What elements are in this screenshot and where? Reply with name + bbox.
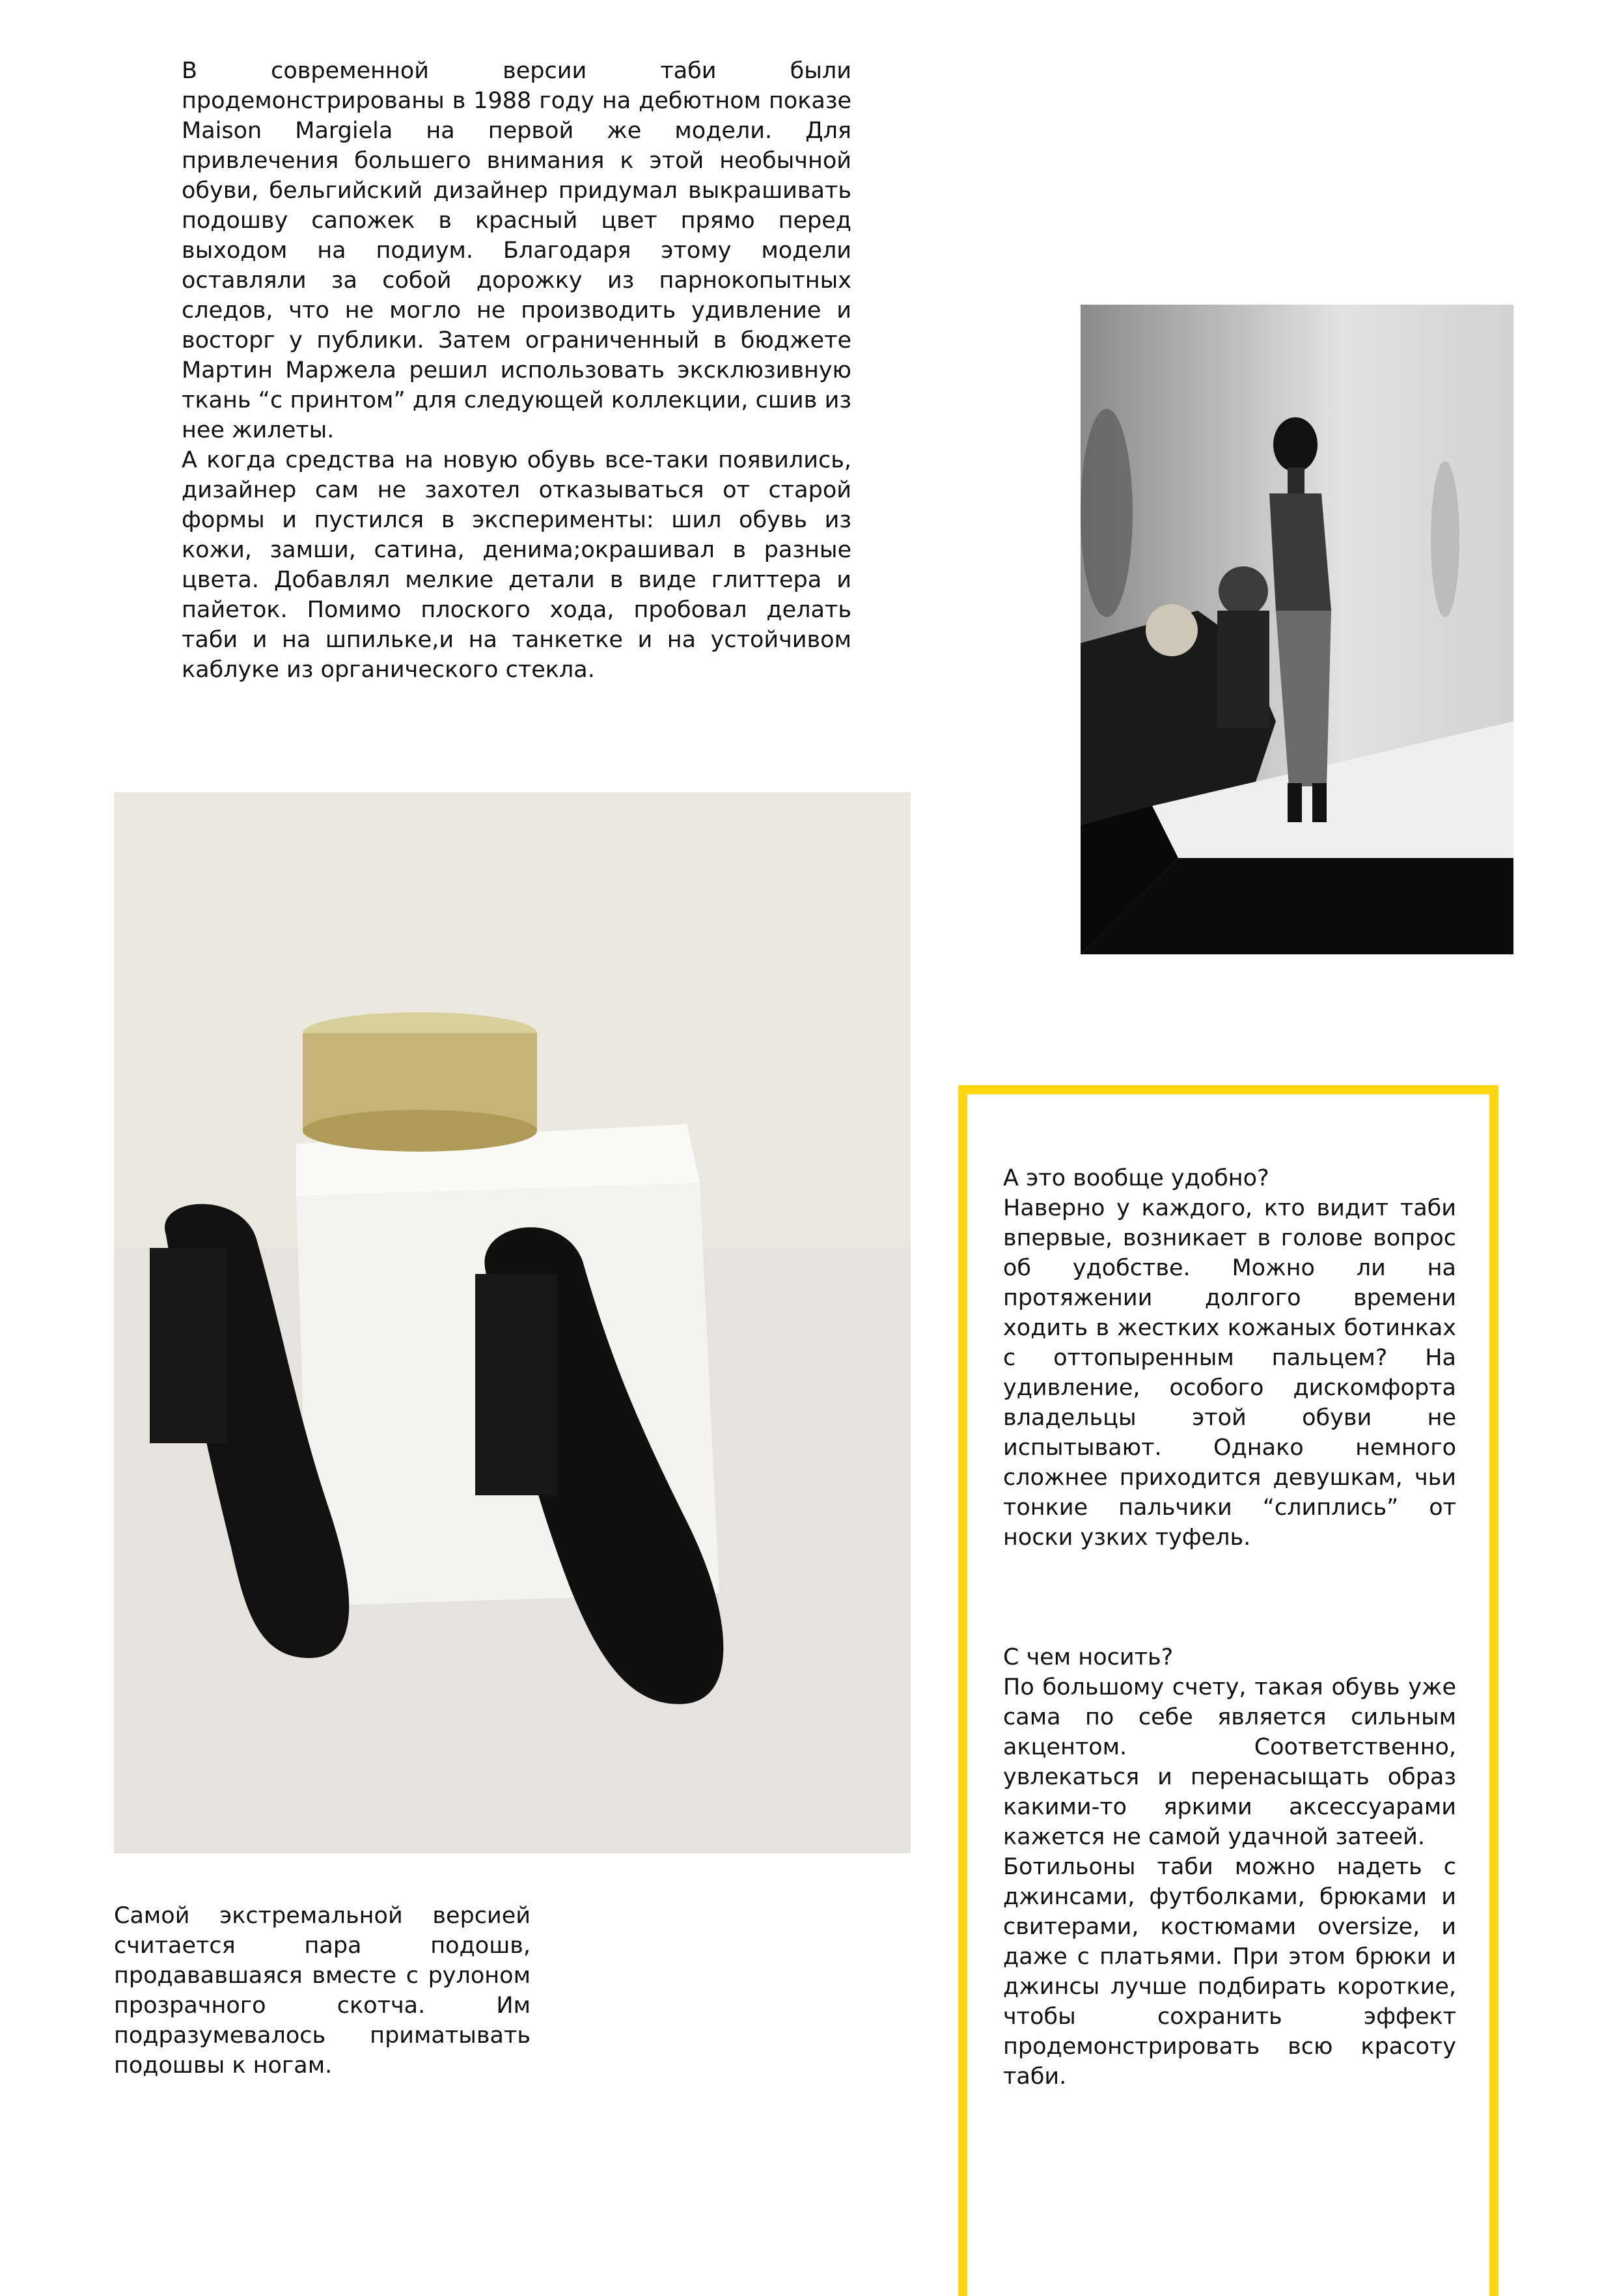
tabi-soles-photo: [114, 792, 911, 1853]
runway-show-photo: [1081, 305, 1513, 954]
styling-body-2: Ботильоны таби можно надеть с джинсами, футболками, брюками и свитерами, костюмами oversize, и даже с платьями. При этом брюки и джинсы лучше подбирать короткие, чтобы сохранить эффект продемонстрировать всю красоту таби.: [1003, 1854, 1456, 2090]
styling-body-1: По большому счету, такая обувь уже сама по себе является сильным акцентом. Соответственно, увлекаться и перенасыщать образ какими-то яркими аксессуарами кажется не самой удачной затеей.: [1003, 1674, 1456, 1850]
sidebar-text: [1003, 1163, 1456, 2092]
caption-text: Самой экстремальной версией считается пара подошв, продававшаяся вместе с рулоном прозрачного скотча. Им подразумевалось приматывать подошвы к ногам.: [114, 1903, 531, 2079]
intro-paragraph-1: В современной версии таби были продемонстрированы в 1988 году на дебютном показе Maison Margiela на первой же модели. Для привлечения большего внимания к этой необычной обуви, бельгийский дизайнер придумал выкрашивать подошву сапожек в красный цвет прямо перед выходом на подиум. Благодаря этому модели оставляли за собой дорожку из парнокопытных следов, что не могло не производить удивление и восторг у публики. Затем ограниченный в бюджете Мартин Маржела решил использовать эксклюзивную ткань “с принтом” для следующей коллекции, сшив из нее жилеты.: [182, 58, 851, 443]
tabi-soles-illustration: [114, 792, 911, 1853]
intro-paragraph-2: А когда средства на новую обувь все-таки появились, дизайнер сам не захотел отказываться от старой формы и пустился в эксперименты: шил обувь из кожи, замши, сатина, денима;окрашивал в разные цвета. Добавлял мелкие детали в виде глиттера и пайеток. Помимо плоского хода, пробовал делать таби и на шпильке,и на танкетке и на устойчивом каблуке из органического стекла.: [182, 447, 851, 683]
intro-article-text: [182, 56, 851, 685]
shoes-caption: [114, 1901, 531, 2081]
comfort-body: Наверно у каждого, кто видит таби впервые, возникает в голове вопрос об удобстве. Можно ли на протяжении долгого времени ходить в жестких кожаных ботинках с оттопыренным пальцем? На удивление, особого дискомфорта владельцы этой обуви не испытывают. Однако немного сложнее приходится девушкам, чьи тонкие пальчики “слиплись” от носки узких туфель.: [1003, 1195, 1456, 1551]
comfort-heading: А это вообще удобно?: [1003, 1165, 1269, 1191]
runway-photo-illustration: [1081, 305, 1513, 954]
styling-heading: С чем носить?: [1003, 1644, 1174, 1670]
